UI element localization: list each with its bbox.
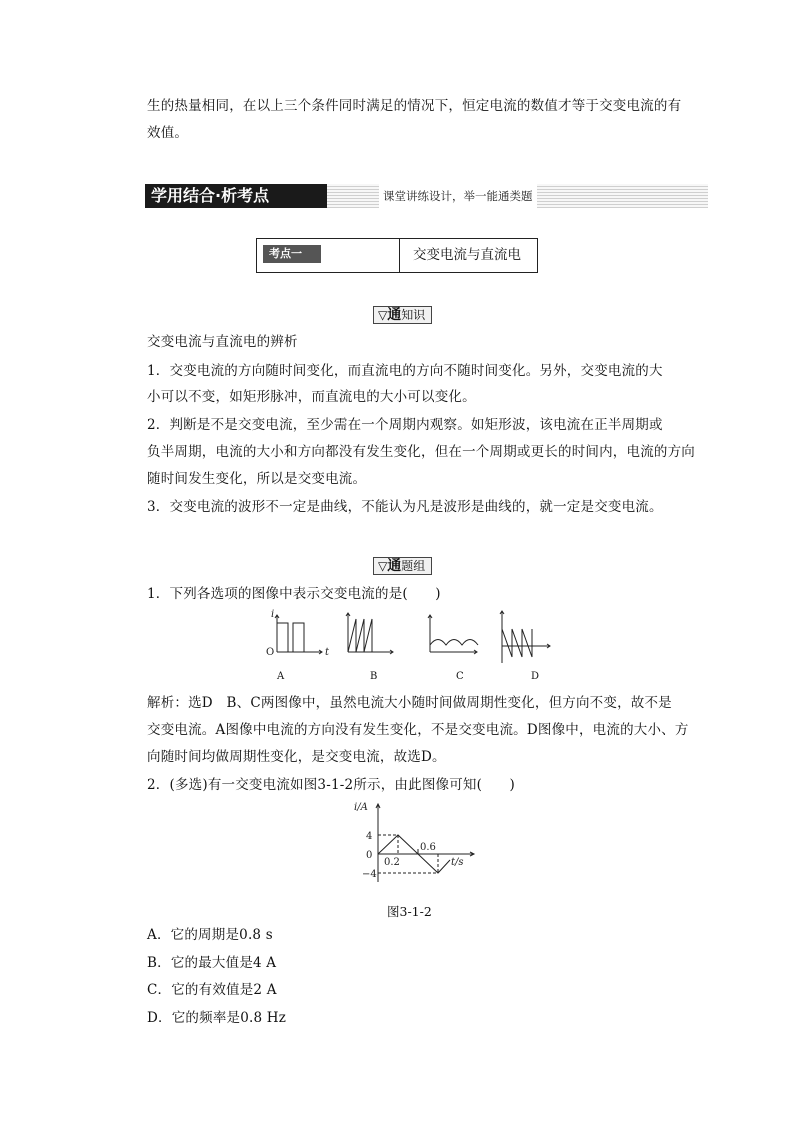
graph-d: [500, 611, 550, 663]
paragraph-line: 生的热量相同，在以上三个条件同时满足的情况下，恒定电流的数值才等于交变电流的有: [147, 98, 682, 114]
q1-option-label: D: [531, 671, 540, 682]
q2-ylabel: i/A: [354, 802, 368, 813]
triangle-down-icon: ▽: [378, 308, 388, 322]
q2-option: D．它的频率是0.8 Hz: [147, 1010, 287, 1026]
q1-analysis-line: 解析：选D B、C两图像中，虽然电流大小随时间做周期性变化，但方向不变，故不是: [147, 695, 672, 711]
topic-title: 交变电流与直流电: [413, 247, 521, 263]
q2-xlabel-06: 0.6: [420, 842, 436, 853]
q2-ytick-neg4: −4: [362, 869, 377, 880]
triangle-down-icon: ▽: [378, 559, 388, 573]
graph-b: [346, 613, 393, 654]
knowledge-tag-small: 知识: [401, 308, 426, 322]
knowledge-point: 随时间发生变化，所以是交变电流。: [147, 471, 367, 487]
section-banner-title: 学用结合·析考点: [145, 184, 327, 208]
knowledge-point: 1．交变电流的方向随时间变化，而直流电的方向不随时间变化。另外，交变电流的大: [147, 363, 663, 379]
topic-box: [256, 238, 538, 273]
q1-axis-origin: O: [266, 647, 275, 658]
graph-c: [428, 615, 478, 654]
graph-a: [275, 615, 322, 654]
section-banner: [145, 184, 708, 208]
problems-tag: [373, 557, 432, 575]
knowledge-point: 负半周期，电流的大小和方向都没有发生变化，但在一个周期或更长的时间内，电流的方向: [147, 444, 695, 460]
knowledge-point: 3．交变电流的波形不一定是曲线，不能认为凡是波形是曲线的，就一定是交变电流。: [147, 499, 663, 515]
q1-axis-t: t: [325, 647, 330, 658]
knowledge-point: 2．判断是不是交变电流，至少需在一个周期内观察。如矩形波，该电流在正半周期或: [147, 417, 663, 433]
q2-figure: [350, 798, 500, 890]
q1-option-label: A: [277, 671, 285, 682]
problems-tag-big: 通: [387, 558, 402, 574]
q1-option-label: B: [370, 671, 378, 682]
knowledge-tag-big: 通: [387, 307, 402, 323]
q1-axis-i: i: [271, 609, 275, 620]
question-1: 1．下列各选项的图像中表示交变电流的是( ): [147, 586, 441, 602]
question-2: 2．(多选)有一交变电流如图3-1-2所示，由此图像可知( ): [147, 777, 515, 793]
q1-option-label: C: [456, 671, 464, 682]
problems-tag-small: 题组: [401, 559, 426, 573]
knowledge-heading: 交变电流与直流电的辨析: [147, 334, 298, 350]
q2-option: C．它的有效值是2 A: [147, 982, 277, 998]
paragraph-line: 效值。: [147, 125, 189, 141]
q2-ytick-4: 4: [366, 831, 373, 842]
knowledge-tag: [373, 306, 432, 324]
q1-graphs: [262, 609, 552, 665]
topic-box-left: [257, 239, 400, 272]
q1-analysis-line: 向随时间均做周期性变化，是交变电流，故选D。: [147, 749, 446, 765]
knowledge-point: 小可以不变，如矩形脉冲，而直流电的大小可以变化。: [147, 389, 476, 405]
q2-option: A．它的周期是0.8 s: [147, 927, 273, 943]
q2-xlabel-02: 0.2: [384, 857, 400, 868]
q2-option: B．它的最大值是4 A: [147, 955, 277, 971]
q2-xlabel: t/s: [451, 857, 464, 868]
q1-analysis-line: 交变电流。A图像中电流的方向没有发生变化，不是交变电流。D图像中，电流的大小、方: [147, 722, 689, 738]
topic-tag: 考点一: [263, 245, 321, 263]
q2-ytick-0: 0: [366, 850, 373, 861]
section-banner-subtitle: 课堂讲练设计，举一能通类题: [379, 184, 537, 208]
figure-caption: 图3-1-2: [387, 904, 432, 919]
